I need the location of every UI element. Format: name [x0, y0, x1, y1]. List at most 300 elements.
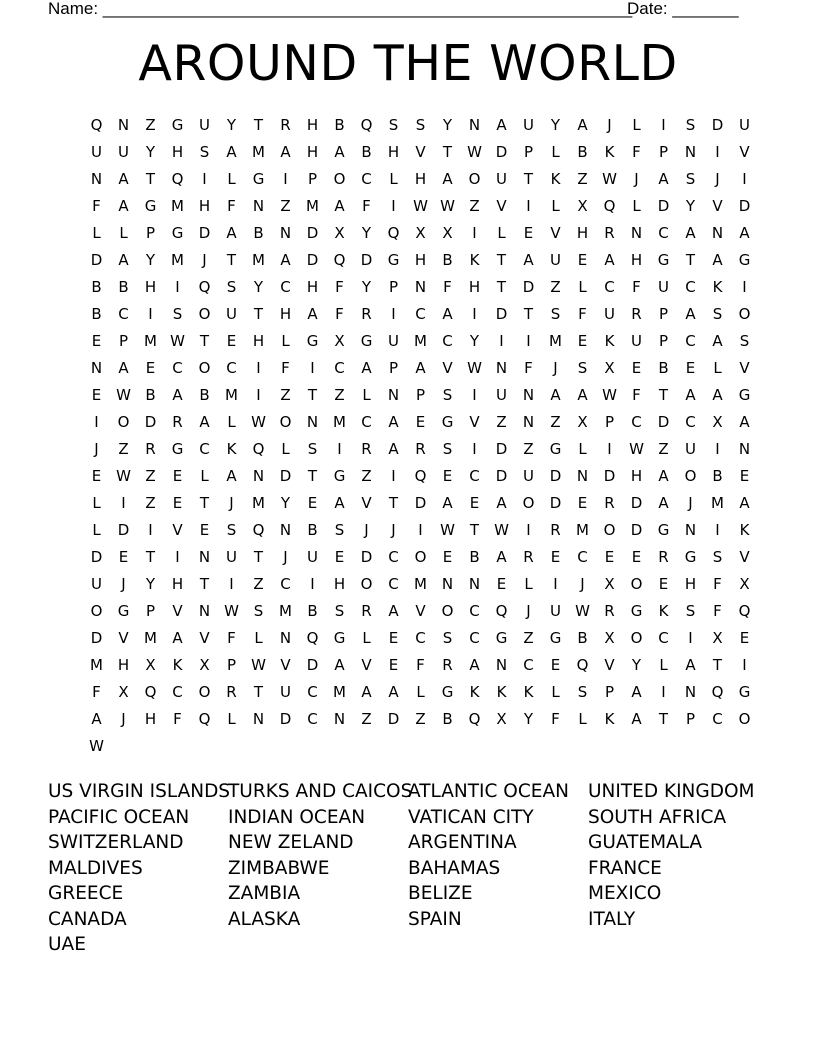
grid-letter[interactable]: H	[279, 305, 292, 323]
grid-letter[interactable]: T	[253, 683, 264, 701]
grid-letter[interactable]: A	[172, 386, 183, 404]
grid-letter[interactable]: O	[468, 170, 481, 188]
grid-letter[interactable]: D	[360, 251, 373, 269]
grid-letter[interactable]: H	[387, 143, 400, 161]
grid-letter[interactable]: V	[415, 602, 426, 620]
grid-letter[interactable]: X	[577, 413, 588, 431]
grid-letter[interactable]: U	[118, 143, 129, 161]
grid-letter[interactable]: Y	[631, 656, 642, 674]
grid-letter[interactable]: L	[632, 116, 641, 134]
grid-letter[interactable]: U	[658, 278, 669, 296]
grid-letter[interactable]: F	[551, 710, 560, 728]
grid-letter[interactable]: A	[280, 143, 291, 161]
grid-letter[interactable]: A	[604, 251, 615, 269]
grid-letter[interactable]: C	[172, 359, 183, 377]
grid-letter[interactable]: F	[173, 710, 182, 728]
grid-letter[interactable]: J	[364, 521, 369, 539]
grid-letter[interactable]: A	[361, 359, 372, 377]
grid-letter[interactable]: R	[604, 602, 615, 620]
grid-letter[interactable]: F	[92, 683, 101, 701]
grid-letter[interactable]: L	[497, 224, 506, 242]
grid-letter[interactable]: S	[685, 116, 696, 134]
date-field[interactable]: Date: _______	[627, 0, 739, 18]
grid-letter[interactable]: C	[415, 629, 426, 647]
grid-letter[interactable]: U	[199, 116, 210, 134]
grid-letter[interactable]: G	[171, 116, 184, 134]
grid-letter[interactable]: U	[91, 143, 102, 161]
grid-letter[interactable]: A	[631, 683, 642, 701]
grid-letter[interactable]: D	[279, 710, 292, 728]
grid-letter[interactable]: S	[199, 143, 210, 161]
grid-letter[interactable]: I	[229, 575, 234, 593]
grid-letter[interactable]: N	[684, 521, 697, 539]
grid-letter[interactable]: L	[227, 710, 236, 728]
grid-letter[interactable]: D	[738, 197, 751, 215]
grid-letter[interactable]: V	[739, 359, 750, 377]
grid-letter[interactable]: A	[388, 683, 399, 701]
grid-letter[interactable]: H	[630, 251, 643, 269]
grid-letter[interactable]: T	[496, 278, 507, 296]
grid-letter[interactable]: I	[715, 521, 720, 539]
grid-letter[interactable]: E	[739, 629, 750, 647]
grid-letter[interactable]: D	[387, 710, 400, 728]
grid-letter[interactable]: D	[657, 197, 670, 215]
grid-letter[interactable]: G	[738, 683, 751, 701]
grid-letter[interactable]: B	[469, 548, 480, 566]
grid-letter[interactable]: E	[91, 386, 102, 404]
grid-letter[interactable]: L	[551, 143, 560, 161]
grid-letter[interactable]: Q	[333, 251, 346, 269]
grid-letter[interactable]: A	[739, 413, 750, 431]
grid-letter[interactable]: J	[121, 575, 126, 593]
grid-letter[interactable]: E	[172, 467, 183, 485]
grid-letter[interactable]: Y	[361, 224, 372, 242]
grid-letter[interactable]: A	[631, 710, 642, 728]
grid-letter[interactable]: K	[604, 332, 615, 350]
grid-letter[interactable]: W	[467, 143, 482, 161]
grid-letter[interactable]: B	[577, 629, 588, 647]
grid-letter[interactable]: O	[738, 305, 751, 323]
grid-letter[interactable]: T	[712, 656, 723, 674]
grid-letter[interactable]: H	[306, 278, 319, 296]
grid-letter[interactable]: L	[551, 197, 560, 215]
grid-letter[interactable]: B	[658, 359, 669, 377]
grid-letter[interactable]: L	[659, 656, 668, 674]
grid-letter[interactable]: R	[145, 440, 156, 458]
grid-letter[interactable]: J	[580, 575, 585, 593]
grid-letter[interactable]: I	[94, 413, 99, 431]
grid-letter[interactable]: G	[387, 251, 400, 269]
grid-letter[interactable]: J	[229, 494, 234, 512]
grid-letter[interactable]: P	[118, 332, 129, 350]
grid-letter[interactable]: A	[118, 197, 129, 215]
grid-letter[interactable]: I	[499, 332, 504, 350]
grid-letter[interactable]: V	[712, 197, 723, 215]
grid-letter[interactable]: N	[279, 224, 292, 242]
grid-letter[interactable]: L	[92, 224, 101, 242]
grid-letter[interactable]: L	[389, 170, 398, 188]
grid-letter[interactable]: X	[604, 575, 615, 593]
grid-letter[interactable]: K	[469, 251, 480, 269]
grid-letter[interactable]: Z	[280, 197, 291, 215]
grid-letter[interactable]: R	[226, 683, 237, 701]
grid-letter[interactable]: C	[685, 413, 696, 431]
grid-letter[interactable]: G	[441, 683, 454, 701]
grid-letter[interactable]: N	[306, 413, 319, 431]
grid-letter[interactable]: H	[117, 656, 130, 674]
grid-letter[interactable]: H	[684, 575, 697, 593]
grid-letter[interactable]: W	[494, 521, 509, 539]
grid-letter[interactable]: M	[333, 413, 346, 431]
grid-letter[interactable]: W	[224, 602, 239, 620]
grid-letter[interactable]: A	[388, 440, 399, 458]
grid-letter[interactable]: T	[523, 170, 534, 188]
grid-letter[interactable]: L	[227, 170, 236, 188]
grid-letter[interactable]: D	[90, 629, 103, 647]
grid-letter[interactable]: D	[603, 467, 616, 485]
grid-letter[interactable]: Q	[603, 197, 616, 215]
grid-letter[interactable]: K	[712, 278, 723, 296]
grid-letter[interactable]: F	[632, 386, 641, 404]
grid-letter[interactable]: J	[553, 359, 558, 377]
grid-letter[interactable]: O	[90, 602, 103, 620]
grid-letter[interactable]: A	[118, 359, 129, 377]
grid-letter[interactable]: T	[307, 467, 318, 485]
grid-letter[interactable]: Q	[144, 683, 157, 701]
grid-letter[interactable]: A	[685, 656, 696, 674]
grid-letter[interactable]: G	[441, 413, 454, 431]
grid-letter[interactable]: A	[334, 143, 345, 161]
grid-letter[interactable]: L	[362, 386, 371, 404]
grid-letter[interactable]: S	[307, 440, 318, 458]
grid-letter[interactable]: P	[658, 143, 669, 161]
grid-letter[interactable]: Z	[145, 116, 156, 134]
grid-letter[interactable]: F	[227, 629, 236, 647]
grid-letter[interactable]: C	[469, 467, 480, 485]
grid-letter[interactable]: C	[280, 575, 291, 593]
grid-letter[interactable]: L	[578, 440, 587, 458]
grid-letter[interactable]: V	[361, 656, 372, 674]
grid-letter[interactable]: M	[414, 575, 427, 593]
grid-letter[interactable]: Y	[550, 116, 561, 134]
grid-letter[interactable]: D	[522, 278, 535, 296]
grid-letter[interactable]: U	[496, 170, 507, 188]
grid-letter[interactable]: A	[334, 494, 345, 512]
grid-letter[interactable]: Z	[280, 386, 291, 404]
grid-letter[interactable]: Y	[523, 710, 534, 728]
grid-letter[interactable]: N	[279, 629, 292, 647]
grid-letter[interactable]: P	[145, 224, 156, 242]
grid-letter[interactable]: X	[118, 683, 129, 701]
grid-letter[interactable]: J	[391, 521, 396, 539]
grid-letter[interactable]: C	[361, 413, 372, 431]
grid-letter[interactable]: N	[117, 116, 130, 134]
grid-letter[interactable]: R	[361, 305, 372, 323]
grid-letter[interactable]: B	[307, 521, 318, 539]
grid-letter[interactable]: Z	[523, 629, 534, 647]
grid-letter[interactable]: I	[526, 332, 531, 350]
grid-letter[interactable]: A	[199, 413, 210, 431]
grid-letter[interactable]: C	[685, 332, 696, 350]
grid-letter[interactable]: W	[413, 197, 428, 215]
grid-letter[interactable]: E	[604, 548, 615, 566]
grid-letter[interactable]: U	[631, 332, 642, 350]
grid-letter[interactable]: E	[415, 413, 426, 431]
grid-letter[interactable]: N	[684, 143, 697, 161]
grid-letter[interactable]: R	[415, 440, 426, 458]
grid-letter[interactable]: R	[658, 548, 669, 566]
grid-letter[interactable]: D	[306, 251, 319, 269]
grid-letter[interactable]: N	[522, 386, 535, 404]
grid-letter[interactable]: D	[414, 494, 427, 512]
grid-letter[interactable]: E	[442, 548, 453, 566]
grid-letter[interactable]: L	[119, 224, 128, 242]
grid-letter[interactable]: B	[145, 386, 156, 404]
grid-letter[interactable]: N	[522, 413, 535, 431]
grid-letter[interactable]: V	[415, 143, 426, 161]
grid-letter[interactable]: D	[360, 548, 373, 566]
grid-letter[interactable]: W	[89, 737, 104, 755]
grid-letter[interactable]: J	[94, 440, 99, 458]
grid-letter[interactable]: F	[335, 305, 344, 323]
grid-letter[interactable]: I	[742, 278, 747, 296]
grid-letter[interactable]: A	[118, 170, 129, 188]
grid-letter[interactable]: X	[442, 224, 453, 242]
grid-letter[interactable]: T	[442, 143, 453, 161]
grid-letter[interactable]: M	[171, 251, 184, 269]
grid-letter[interactable]: T	[523, 305, 534, 323]
grid-letter[interactable]: H	[468, 278, 481, 296]
grid-letter[interactable]: U	[604, 305, 615, 323]
grid-letter[interactable]: I	[526, 521, 531, 539]
grid-letter[interactable]: L	[92, 494, 101, 512]
grid-letter[interactable]: S	[415, 116, 426, 134]
grid-letter[interactable]: N	[468, 116, 481, 134]
grid-letter[interactable]: B	[91, 278, 102, 296]
grid-letter[interactable]: I	[607, 440, 612, 458]
grid-letter[interactable]: A	[685, 305, 696, 323]
grid-letter[interactable]: X	[145, 656, 156, 674]
grid-letter[interactable]: E	[496, 575, 507, 593]
grid-letter[interactable]: C	[685, 278, 696, 296]
grid-letter[interactable]: G	[117, 602, 130, 620]
grid-letter[interactable]: X	[712, 413, 723, 431]
grid-letter[interactable]: Z	[577, 170, 588, 188]
grid-letter[interactable]: I	[148, 521, 153, 539]
grid-letter[interactable]: G	[252, 170, 265, 188]
grid-letter[interactable]: E	[550, 656, 561, 674]
grid-letter[interactable]: G	[549, 629, 562, 647]
grid-letter[interactable]: A	[658, 467, 669, 485]
grid-letter[interactable]: U	[550, 251, 561, 269]
grid-letter[interactable]: S	[334, 602, 345, 620]
grid-letter[interactable]: D	[630, 494, 643, 512]
grid-letter[interactable]: Q	[252, 521, 265, 539]
grid-letter[interactable]: Q	[360, 116, 373, 134]
grid-letter[interactable]: A	[658, 494, 669, 512]
grid-letter[interactable]: U	[388, 332, 399, 350]
grid-letter[interactable]: K	[604, 710, 615, 728]
grid-letter[interactable]: C	[307, 683, 318, 701]
grid-letter[interactable]: R	[604, 224, 615, 242]
grid-letter[interactable]: T	[226, 251, 237, 269]
grid-letter[interactable]: L	[578, 278, 587, 296]
grid-letter[interactable]: V	[604, 656, 615, 674]
grid-letter[interactable]: Z	[361, 710, 372, 728]
grid-letter[interactable]: H	[252, 332, 265, 350]
grid-letter[interactable]: A	[415, 359, 426, 377]
grid-letter[interactable]: O	[684, 467, 697, 485]
grid-letter[interactable]: W	[602, 386, 617, 404]
grid-letter[interactable]: I	[472, 224, 477, 242]
grid-letter[interactable]: I	[418, 521, 423, 539]
grid-letter[interactable]: U	[739, 116, 750, 134]
grid-letter[interactable]: D	[306, 224, 319, 242]
grid-letter[interactable]: C	[469, 629, 480, 647]
grid-letter[interactable]: D	[198, 224, 211, 242]
grid-letter[interactable]: T	[145, 170, 156, 188]
grid-letter[interactable]: E	[577, 251, 588, 269]
grid-letter[interactable]: I	[742, 170, 747, 188]
grid-letter[interactable]: M	[306, 197, 319, 215]
grid-letter[interactable]: A	[577, 386, 588, 404]
grid-letter[interactable]: Q	[198, 710, 211, 728]
grid-letter[interactable]: W	[116, 386, 131, 404]
grid-letter[interactable]: I	[742, 656, 747, 674]
grid-letter[interactable]: L	[551, 683, 560, 701]
grid-letter[interactable]: Z	[415, 710, 426, 728]
grid-letter[interactable]: F	[281, 359, 290, 377]
grid-letter[interactable]: G	[738, 251, 751, 269]
grid-letter[interactable]: X	[496, 710, 507, 728]
grid-letter[interactable]: Y	[253, 278, 264, 296]
grid-letter[interactable]: P	[415, 386, 426, 404]
grid-letter[interactable]: V	[361, 494, 372, 512]
grid-letter[interactable]: R	[172, 413, 183, 431]
grid-letter[interactable]: A	[334, 656, 345, 674]
grid-letter[interactable]: T	[388, 494, 399, 512]
grid-letter[interactable]: E	[658, 575, 669, 593]
grid-letter[interactable]: D	[495, 440, 508, 458]
grid-letter[interactable]: U	[523, 116, 534, 134]
grid-letter[interactable]: E	[550, 548, 561, 566]
grid-letter[interactable]: J	[715, 170, 720, 188]
grid-letter[interactable]: F	[578, 305, 587, 323]
grid-letter[interactable]: S	[685, 170, 696, 188]
grid-letter[interactable]: Q	[252, 440, 265, 458]
grid-letter[interactable]: C	[712, 710, 723, 728]
grid-letter[interactable]: S	[442, 386, 453, 404]
grid-letter[interactable]: I	[202, 170, 207, 188]
grid-letter[interactable]: G	[306, 332, 319, 350]
grid-letter[interactable]: N	[198, 602, 211, 620]
grid-letter[interactable]: A	[577, 116, 588, 134]
grid-letter[interactable]: C	[658, 629, 669, 647]
grid-letter[interactable]: T	[496, 251, 507, 269]
grid-letter[interactable]: Q	[171, 170, 184, 188]
grid-letter[interactable]: O	[738, 710, 751, 728]
grid-letter[interactable]: B	[577, 143, 588, 161]
grid-letter[interactable]: Q	[738, 602, 751, 620]
grid-letter[interactable]: G	[171, 440, 184, 458]
grid-letter[interactable]: I	[715, 440, 720, 458]
grid-letter[interactable]: C	[226, 359, 237, 377]
grid-letter[interactable]: Q	[468, 710, 481, 728]
grid-letter[interactable]: D	[144, 413, 157, 431]
grid-letter[interactable]: G	[333, 629, 346, 647]
grid-letter[interactable]: A	[388, 602, 399, 620]
grid-letter[interactable]: O	[117, 413, 130, 431]
grid-letter[interactable]: W	[467, 359, 482, 377]
grid-letter[interactable]: S	[685, 602, 696, 620]
grid-letter[interactable]: J	[634, 170, 639, 188]
grid-letter[interactable]: I	[472, 305, 477, 323]
grid-letter[interactable]: K	[739, 521, 750, 539]
grid-letter[interactable]: K	[550, 170, 561, 188]
grid-letter[interactable]: A	[388, 413, 399, 431]
grid-letter[interactable]: A	[172, 629, 183, 647]
grid-letter[interactable]: O	[360, 575, 373, 593]
grid-letter[interactable]: E	[91, 332, 102, 350]
grid-letter[interactable]: D	[549, 467, 562, 485]
grid-letter[interactable]: N	[576, 467, 589, 485]
grid-letter[interactable]: X	[604, 359, 615, 377]
grid-letter[interactable]: F	[416, 656, 425, 674]
grid-letter[interactable]: Z	[550, 413, 561, 431]
grid-letter[interactable]: C	[523, 656, 534, 674]
grid-letter[interactable]: Q	[90, 116, 103, 134]
grid-letter[interactable]: P	[604, 683, 615, 701]
grid-letter[interactable]: A	[91, 710, 102, 728]
grid-letter[interactable]: V	[739, 548, 750, 566]
grid-letter[interactable]: Y	[145, 575, 156, 593]
grid-letter[interactable]: M	[549, 332, 562, 350]
grid-letter[interactable]: P	[388, 359, 399, 377]
grid-letter[interactable]: C	[199, 440, 210, 458]
grid-letter[interactable]: Y	[280, 494, 291, 512]
grid-letter[interactable]: N	[495, 656, 508, 674]
grid-letter[interactable]: A	[442, 170, 453, 188]
name-field[interactable]: Name: ________________________________________________________	[48, 0, 633, 18]
grid-letter[interactable]: T	[253, 548, 264, 566]
grid-letter[interactable]: G	[738, 386, 751, 404]
grid-letter[interactable]: A	[739, 224, 750, 242]
grid-letter[interactable]: Z	[523, 440, 534, 458]
grid-letter[interactable]: U	[280, 683, 291, 701]
grid-letter[interactable]: Z	[469, 197, 480, 215]
grid-letter[interactable]: H	[306, 143, 319, 161]
grid-letter[interactable]: Y	[685, 197, 696, 215]
grid-letter[interactable]: Z	[118, 440, 129, 458]
grid-letter[interactable]: Y	[145, 251, 156, 269]
grid-letter[interactable]: O	[279, 413, 292, 431]
grid-letter[interactable]: L	[416, 683, 425, 701]
grid-letter[interactable]: D	[306, 656, 319, 674]
grid-letter[interactable]: S	[334, 521, 345, 539]
grid-letter[interactable]: M	[576, 521, 589, 539]
grid-letter[interactable]: N	[684, 683, 697, 701]
grid-letter[interactable]: F	[443, 278, 452, 296]
grid-letter[interactable]: I	[661, 683, 666, 701]
grid-letter[interactable]: M	[171, 197, 184, 215]
grid-letter[interactable]: G	[360, 332, 373, 350]
grid-letter[interactable]: V	[496, 197, 507, 215]
grid-letter[interactable]: G	[495, 629, 508, 647]
grid-letter[interactable]: A	[469, 656, 480, 674]
grid-letter[interactable]: D	[117, 521, 130, 539]
grid-letter[interactable]: N	[90, 359, 103, 377]
grid-letter[interactable]: X	[415, 224, 426, 242]
